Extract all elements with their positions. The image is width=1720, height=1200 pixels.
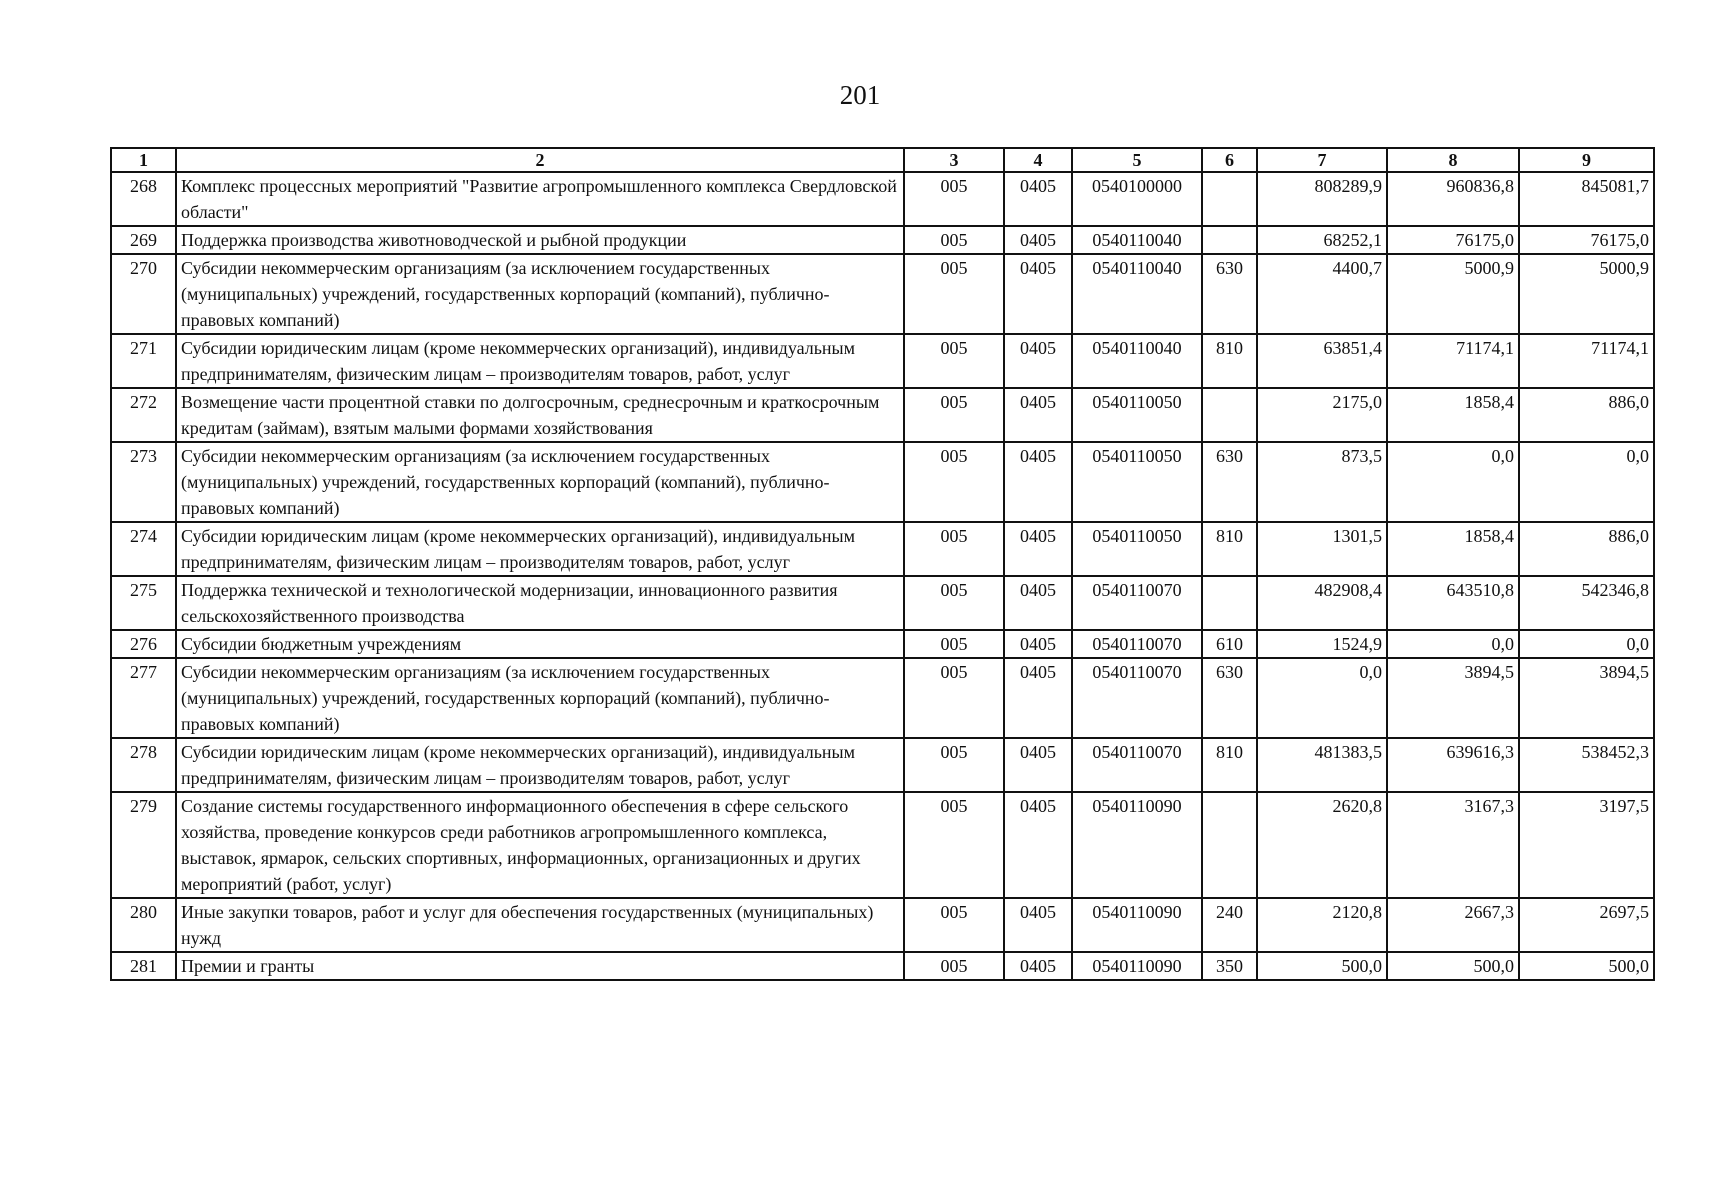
target-article-code: 0540110070 <box>1072 738 1202 792</box>
amount-col-9: 0,0 <box>1519 630 1654 658</box>
department-code: 005 <box>904 898 1004 952</box>
item-name: Иные закупки товаров, работ и услуг для обеспечения государственных (муниципальных) нужд <box>176 898 904 952</box>
item-name: Комплекс процессных мероприятий "Развитие агропромышленного комплекса Свердловской области" <box>176 172 904 226</box>
target-article-code: 0540110040 <box>1072 334 1202 388</box>
amount-col-7: 2620,8 <box>1257 792 1387 898</box>
column-header: 8 <box>1387 148 1519 172</box>
expense-type-code: 810 <box>1202 334 1257 388</box>
table-row <box>111 658 1654 738</box>
amount-col-7: 808289,9 <box>1257 172 1387 226</box>
row-number: 279 <box>111 792 176 898</box>
row-number: 273 <box>111 442 176 522</box>
column-header: 4 <box>1004 148 1072 172</box>
target-article-code: 0540110090 <box>1072 952 1202 980</box>
department-code: 005 <box>904 226 1004 254</box>
amount-col-7: 1301,5 <box>1257 522 1387 576</box>
department-code: 005 <box>904 254 1004 334</box>
amount-col-9: 5000,9 <box>1519 254 1654 334</box>
amount-col-9: 845081,7 <box>1519 172 1654 226</box>
budget-table <box>110 147 1655 981</box>
amount-col-7: 0,0 <box>1257 658 1387 738</box>
section-code: 0405 <box>1004 738 1072 792</box>
expense-type-code: 810 <box>1202 738 1257 792</box>
amount-col-8: 0,0 <box>1387 630 1519 658</box>
amount-col-8: 643510,8 <box>1387 576 1519 630</box>
amount-col-7: 2120,8 <box>1257 898 1387 952</box>
target-article-code: 0540110070 <box>1072 576 1202 630</box>
department-code: 005 <box>904 792 1004 898</box>
target-article-code: 0540110040 <box>1072 226 1202 254</box>
item-name: Создание системы государственного информационного обеспечения в сфере сельского хозяйства, проведение конкурсов среди работников агропромышленного комплекса, выставок, ярмарок, сельских спортивных, информационных, организационных и других мероприятий (работ, услуг) <box>176 792 904 898</box>
row-number: 270 <box>111 254 176 334</box>
amount-col-7: 63851,4 <box>1257 334 1387 388</box>
item-name: Субсидии некоммерческим организациям (за исключением государственных (муниципальных) учреждений, государственных корпораций (компаний), публично-правовых компаний) <box>176 658 904 738</box>
item-name: Субсидии юридическим лицам (кроме некоммерческих организаций), индивидуальным предпринимателям, физическим лицам – производителям товаров, работ, услуг <box>176 738 904 792</box>
item-name: Субсидии некоммерческим организациям (за исключением государственных (муниципальных) учреждений, государственных корпораций (компаний), публично-правовых компаний) <box>176 442 904 522</box>
amount-col-8: 1858,4 <box>1387 388 1519 442</box>
amount-col-7: 4400,7 <box>1257 254 1387 334</box>
amount-col-9: 71174,1 <box>1519 334 1654 388</box>
amount-col-8: 5000,9 <box>1387 254 1519 334</box>
table-row <box>111 738 1654 792</box>
expense-type-code: 630 <box>1202 442 1257 522</box>
row-number: 274 <box>111 522 176 576</box>
department-code: 005 <box>904 522 1004 576</box>
amount-col-8: 639616,3 <box>1387 738 1519 792</box>
row-number: 281 <box>111 952 176 980</box>
target-article-code: 0540100000 <box>1072 172 1202 226</box>
table-row <box>111 952 1654 980</box>
table-row <box>111 630 1654 658</box>
section-code: 0405 <box>1004 630 1072 658</box>
department-code: 005 <box>904 576 1004 630</box>
column-header: 9 <box>1519 148 1654 172</box>
expense-type-code: 810 <box>1202 522 1257 576</box>
row-number: 280 <box>111 898 176 952</box>
target-article-code: 0540110090 <box>1072 792 1202 898</box>
amount-col-8: 3167,3 <box>1387 792 1519 898</box>
department-code: 005 <box>904 630 1004 658</box>
department-code: 005 <box>904 172 1004 226</box>
row-number: 272 <box>111 388 176 442</box>
expense-type-code: 240 <box>1202 898 1257 952</box>
amount-col-8: 76175,0 <box>1387 226 1519 254</box>
amount-col-8: 0,0 <box>1387 442 1519 522</box>
section-code: 0405 <box>1004 658 1072 738</box>
row-number: 277 <box>111 658 176 738</box>
target-article-code: 0540110040 <box>1072 254 1202 334</box>
row-number: 278 <box>111 738 176 792</box>
amount-col-9: 886,0 <box>1519 522 1654 576</box>
expense-type-code <box>1202 388 1257 442</box>
amount-col-8: 960836,8 <box>1387 172 1519 226</box>
page-number: 201 <box>839 80 881 110</box>
department-code: 005 <box>904 658 1004 738</box>
expense-type-code <box>1202 172 1257 226</box>
table-row <box>111 226 1654 254</box>
amount-col-7: 1524,9 <box>1257 630 1387 658</box>
row-number: 269 <box>111 226 176 254</box>
amount-col-9: 538452,3 <box>1519 738 1654 792</box>
row-number: 268 <box>111 172 176 226</box>
amount-col-7: 68252,1 <box>1257 226 1387 254</box>
section-code: 0405 <box>1004 522 1072 576</box>
expense-type-code: 630 <box>1202 658 1257 738</box>
section-code: 0405 <box>1004 442 1072 522</box>
target-article-code: 0540110070 <box>1072 630 1202 658</box>
item-name: Поддержка производства животноводческой и рыбной продукции <box>176 226 904 254</box>
section-code: 0405 <box>1004 388 1072 442</box>
column-header: 5 <box>1072 148 1202 172</box>
table-row <box>111 576 1654 630</box>
section-code: 0405 <box>1004 334 1072 388</box>
table-row <box>111 388 1654 442</box>
department-code: 005 <box>904 952 1004 980</box>
item-name: Субсидии бюджетным учреждениям <box>176 630 904 658</box>
amount-col-7: 873,5 <box>1257 442 1387 522</box>
row-number: 275 <box>111 576 176 630</box>
column-header: 6 <box>1202 148 1257 172</box>
section-code: 0405 <box>1004 254 1072 334</box>
row-number: 271 <box>111 334 176 388</box>
department-code: 005 <box>904 442 1004 522</box>
item-name: Поддержка технической и технологической модернизации, инновационного развития сельскохозяйственного производства <box>176 576 904 630</box>
amount-col-9: 0,0 <box>1519 442 1654 522</box>
amount-col-7: 482908,4 <box>1257 576 1387 630</box>
expense-type-code <box>1202 792 1257 898</box>
target-article-code: 0540110050 <box>1072 442 1202 522</box>
column-header: 3 <box>904 148 1004 172</box>
amount-col-8: 500,0 <box>1387 952 1519 980</box>
section-code: 0405 <box>1004 792 1072 898</box>
table-row <box>111 442 1654 522</box>
amount-col-9: 542346,8 <box>1519 576 1654 630</box>
table-row <box>111 792 1654 898</box>
section-code: 0405 <box>1004 172 1072 226</box>
item-name: Возмещение части процентной ставки по долгосрочным, среднесрочным и краткосрочным кредитам (займам), взятым малыми формами хозяйствования <box>176 388 904 442</box>
amount-col-9: 886,0 <box>1519 388 1654 442</box>
target-article-code: 0540110050 <box>1072 388 1202 442</box>
item-name: Субсидии некоммерческим организациям (за исключением государственных (муниципальных) учреждений, государственных корпораций (компаний), публично-правовых компаний) <box>176 254 904 334</box>
header-row <box>111 148 1654 172</box>
amount-col-9: 500,0 <box>1519 952 1654 980</box>
amount-col-9: 2697,5 <box>1519 898 1654 952</box>
section-code: 0405 <box>1004 576 1072 630</box>
row-number: 276 <box>111 630 176 658</box>
amount-col-9: 3894,5 <box>1519 658 1654 738</box>
item-name: Субсидии юридическим лицам (кроме некоммерческих организаций), индивидуальным предпринимателям, физическим лицам – производителям товаров, работ, услуг <box>176 334 904 388</box>
department-code: 005 <box>904 334 1004 388</box>
amount-col-7: 500,0 <box>1257 952 1387 980</box>
section-code: 0405 <box>1004 898 1072 952</box>
department-code: 005 <box>904 738 1004 792</box>
amount-col-7: 481383,5 <box>1257 738 1387 792</box>
amount-col-8: 2667,3 <box>1387 898 1519 952</box>
expense-type-code <box>1202 226 1257 254</box>
column-header: 2 <box>176 148 904 172</box>
target-article-code: 0540110050 <box>1072 522 1202 576</box>
section-code: 0405 <box>1004 952 1072 980</box>
amount-col-8: 1858,4 <box>1387 522 1519 576</box>
department-code: 005 <box>904 388 1004 442</box>
table-row <box>111 334 1654 388</box>
amount-col-9: 3197,5 <box>1519 792 1654 898</box>
table-row <box>111 172 1654 226</box>
table-row <box>111 898 1654 952</box>
column-header: 1 <box>111 148 176 172</box>
expense-type-code <box>1202 576 1257 630</box>
amount-col-8: 71174,1 <box>1387 334 1519 388</box>
expense-type-code: 350 <box>1202 952 1257 980</box>
section-code: 0405 <box>1004 226 1072 254</box>
expense-type-code: 630 <box>1202 254 1257 334</box>
item-name: Субсидии юридическим лицам (кроме некоммерческих организаций), индивидуальным предпринимателям, физическим лицам – производителям товаров, работ, услуг <box>176 522 904 576</box>
column-header: 7 <box>1257 148 1387 172</box>
table-row <box>111 254 1654 334</box>
amount-col-8: 3894,5 <box>1387 658 1519 738</box>
expense-type-code: 610 <box>1202 630 1257 658</box>
table-row <box>111 522 1654 576</box>
amount-col-7: 2175,0 <box>1257 388 1387 442</box>
target-article-code: 0540110070 <box>1072 658 1202 738</box>
target-article-code: 0540110090 <box>1072 898 1202 952</box>
amount-col-9: 76175,0 <box>1519 226 1654 254</box>
item-name: Премии и гранты <box>176 952 904 980</box>
